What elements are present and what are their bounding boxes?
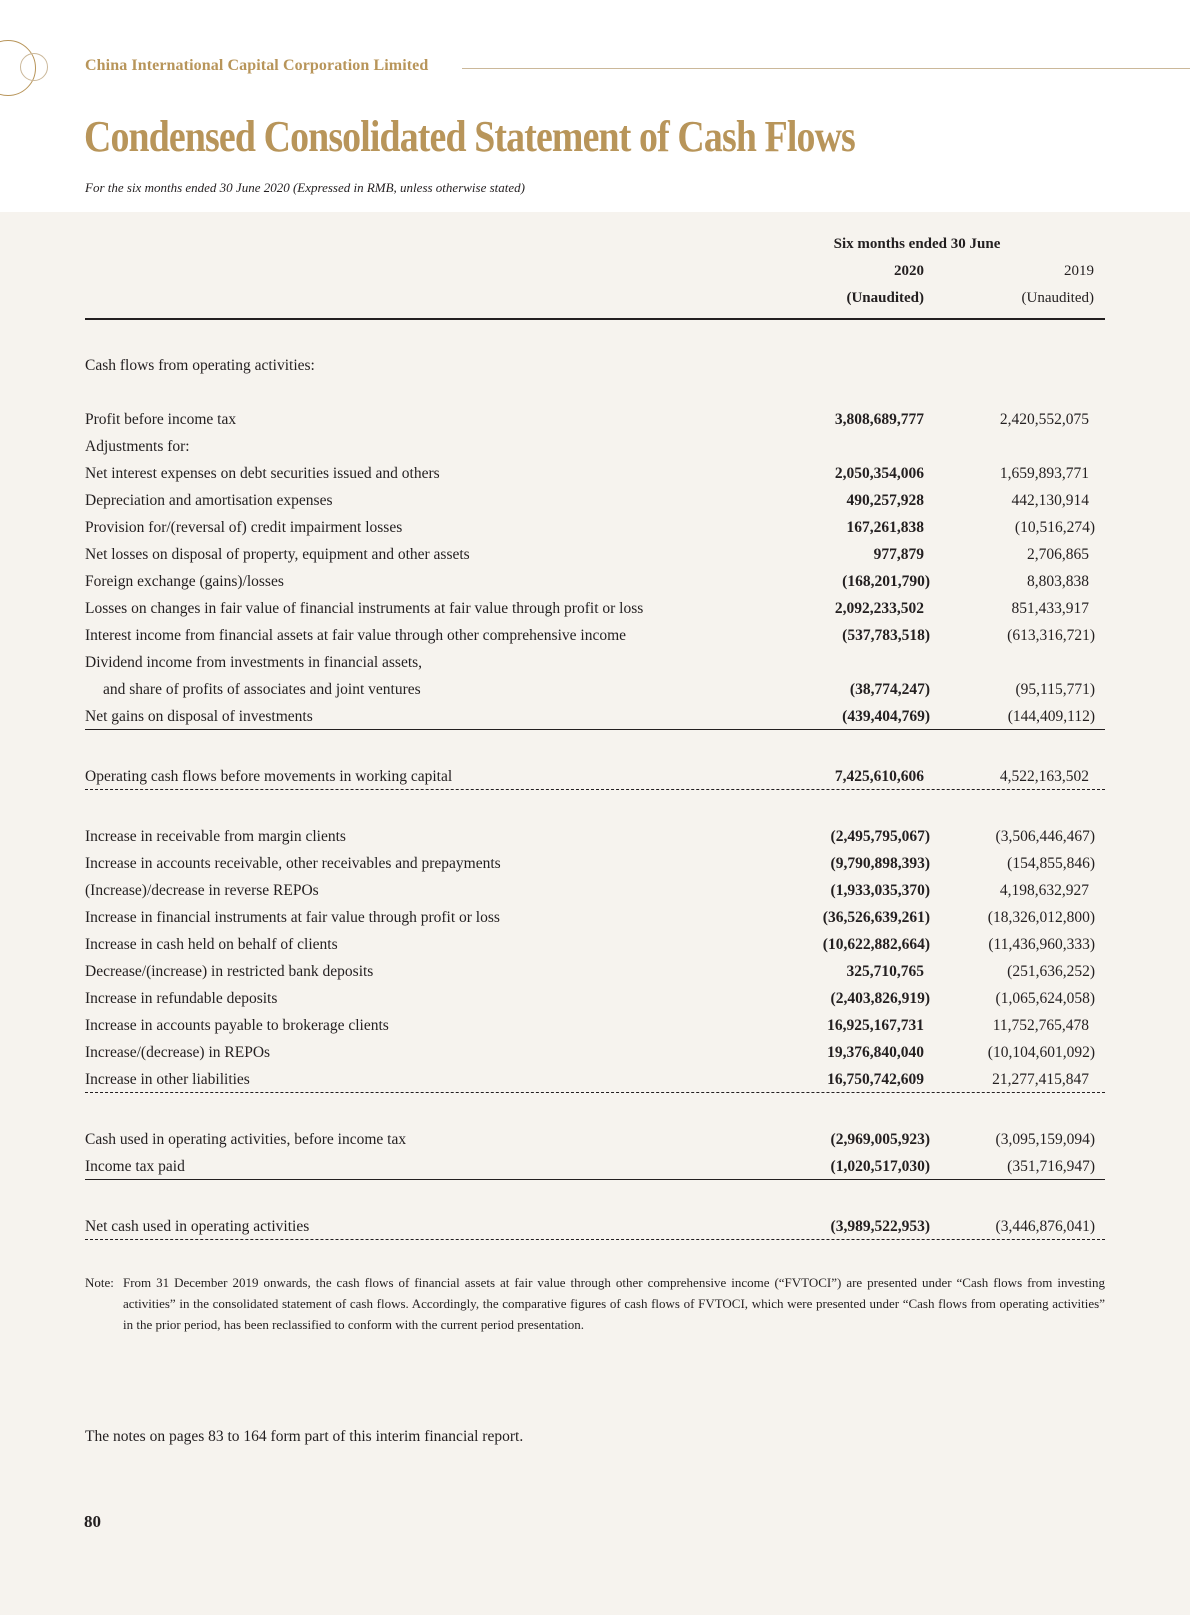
row-label: Increase/(decrease) in REPOs bbox=[85, 1044, 271, 1061]
table-row bbox=[85, 595, 1105, 622]
value-2019: (3,506,446,467) bbox=[995, 828, 1095, 845]
value-2019: (18,326,012,800) bbox=[987, 909, 1095, 926]
value-2020: 3,808,689,777 bbox=[834, 411, 924, 428]
table-row bbox=[85, 877, 1105, 904]
value-2019: (3,446,876,041) bbox=[995, 1218, 1095, 1235]
row-label: Decrease/(increase) in restricted bank deposits bbox=[85, 963, 374, 980]
header-divider bbox=[462, 68, 1190, 69]
value-2019: (10,516,274) bbox=[1014, 519, 1095, 536]
column-status-2019: (Unaudited) bbox=[1021, 290, 1094, 306]
table-row bbox=[85, 622, 1105, 649]
subtotal-row bbox=[85, 1126, 1105, 1153]
row-label: Losses on changes in fair value of financial instruments at fair value through profit or loss bbox=[85, 600, 644, 617]
value-2020: (38,774,247) bbox=[849, 681, 930, 698]
column-year-2019: 2019 bbox=[1064, 263, 1094, 279]
total-row bbox=[85, 1213, 1105, 1240]
value-2020: (1,020,517,030) bbox=[830, 1158, 930, 1175]
value-2020: 490,257,928 bbox=[846, 492, 924, 509]
value-2019: (154,855,846) bbox=[1007, 855, 1095, 872]
table-row bbox=[85, 676, 1105, 703]
company-name: China International Capital Corporation Limited bbox=[85, 57, 429, 74]
row-label: Increase in refundable deposits bbox=[85, 990, 278, 1007]
notes-reference: The notes on pages 83 to 164 form part of this interim financial report. bbox=[85, 1428, 524, 1445]
value-2019: (1,065,624,058) bbox=[995, 990, 1095, 1007]
value-2020: 19,376,840,040 bbox=[827, 1044, 924, 1061]
column-status-2020: (Unaudited) bbox=[846, 290, 924, 306]
value-2020: 16,750,742,609 bbox=[827, 1071, 924, 1088]
row-label: Net losses on disposal of property, equipment and other assets bbox=[85, 546, 470, 563]
row-label: Adjustments for: bbox=[85, 438, 190, 455]
row-label: Increase in receivable from margin clients bbox=[85, 828, 346, 845]
table-row bbox=[85, 850, 1105, 877]
value-2019: 2,420,552,075 bbox=[999, 411, 1089, 428]
row-label: Dividend income from investments in financial assets, bbox=[85, 654, 423, 671]
value-2019: (144,409,112) bbox=[1007, 708, 1095, 725]
table-row bbox=[85, 406, 1105, 433]
value-2019: (11,436,960,333) bbox=[988, 936, 1095, 953]
page-header bbox=[0, 0, 1190, 212]
value-2020: 2,050,354,006 bbox=[834, 465, 924, 482]
row-label: Profit before income tax bbox=[85, 411, 237, 428]
page-number: 80 bbox=[84, 1512, 101, 1531]
row-label: Cash used in operating activities, before income tax bbox=[85, 1131, 407, 1148]
row-label: and share of profits of associates and joint ventures bbox=[103, 681, 421, 698]
value-2019: 4,522,163,502 bbox=[999, 768, 1089, 785]
header-rule bbox=[85, 318, 1105, 320]
value-2020: 7,425,610,606 bbox=[834, 768, 924, 785]
table-row bbox=[85, 1153, 1105, 1180]
row-label: Depreciation and amortisation expenses bbox=[85, 492, 333, 509]
table-row bbox=[85, 703, 1105, 730]
value-2019: (95,115,771) bbox=[1015, 681, 1095, 698]
row-label: Cash flows from operating activities: bbox=[85, 357, 315, 374]
row-label: Increase in accounts receivable, other receivables and prepayments bbox=[85, 855, 501, 872]
row-label: Operating cash flows before movements in working capital bbox=[85, 768, 453, 785]
table-row bbox=[85, 649, 1105, 676]
table-row bbox=[85, 904, 1105, 931]
row-label: Increase in financial instruments at fair value through profit or loss bbox=[85, 909, 500, 926]
note-text: From 31 December 2019 onwards, the cash flows of financial assets at fair value through other comprehensive income (“FVTOCI”) are presented under “Cash flows from investing activities” in the consolidated statement of cash flows. Accordingly, the comparative figures of cash flows of FVTOCI, which were presented under “Cash flows from operating activities” in the prior period, has been reclassified to conform with the current period presentation. bbox=[123, 1275, 1105, 1332]
value-2019: (3,095,159,094) bbox=[995, 1131, 1095, 1148]
value-2020: (1,933,035,370) bbox=[830, 882, 930, 899]
row-label: Net interest expenses on debt securities issued and others bbox=[85, 465, 440, 482]
value-2020: (439,404,769) bbox=[842, 708, 930, 725]
company-logo-ring-icon bbox=[20, 53, 48, 81]
table-row bbox=[85, 1039, 1105, 1066]
value-2019: 21,277,415,847 bbox=[992, 1071, 1089, 1088]
row-label: Interest income from financial assets at fair value through other comprehensive income bbox=[85, 627, 627, 644]
row-label: Increase in cash held on behalf of clients bbox=[85, 936, 338, 953]
row-label: Net gains on disposal of investments bbox=[85, 708, 313, 725]
value-2020: (537,783,518) bbox=[842, 627, 930, 644]
section-heading-row bbox=[85, 352, 1105, 379]
value-2019: (251,636,252) bbox=[1007, 963, 1095, 980]
row-label: Net cash used in operating activities bbox=[85, 1218, 310, 1235]
table-row bbox=[85, 487, 1105, 514]
table-row bbox=[85, 460, 1105, 487]
column-period-heading: Six months ended 30 June bbox=[833, 236, 1001, 252]
value-2019: (351,716,947) bbox=[1007, 1158, 1095, 1175]
note-block bbox=[85, 1272, 1105, 1335]
table-row bbox=[85, 985, 1105, 1012]
row-label: Increase in other liabilities bbox=[85, 1071, 250, 1088]
value-2019: 8,803,838 bbox=[1027, 573, 1089, 590]
value-2019: 442,130,914 bbox=[1011, 492, 1089, 509]
value-2020: (3,989,522,953) bbox=[830, 1218, 930, 1235]
value-2019: 2,706,865 bbox=[1027, 546, 1089, 563]
table-row bbox=[85, 514, 1105, 541]
table-row bbox=[85, 568, 1105, 595]
note-tag: Note: bbox=[85, 1275, 114, 1290]
value-2020: (2,495,795,067) bbox=[830, 828, 930, 845]
value-2019: (613,316,721) bbox=[1007, 627, 1095, 644]
value-2019: 851,433,917 bbox=[1011, 600, 1089, 617]
value-2020: 977,879 bbox=[873, 546, 924, 563]
value-2020: (36,526,639,261) bbox=[822, 909, 930, 926]
value-2020: 2,092,233,502 bbox=[834, 600, 924, 617]
value-2019: 4,198,632,927 bbox=[999, 882, 1089, 899]
column-year-2020: 2020 bbox=[894, 263, 924, 279]
row-label: (Increase)/decrease in reverse REPOs bbox=[85, 882, 319, 899]
value-2020: (9,790,898,393) bbox=[830, 855, 930, 872]
table-row bbox=[85, 1012, 1105, 1039]
table-row bbox=[85, 931, 1105, 958]
value-2020: (2,969,005,923) bbox=[830, 1131, 930, 1148]
row-label: Provision for/(reversal of) credit impairment losses bbox=[85, 519, 403, 536]
value-2020: 325,710,765 bbox=[846, 963, 924, 980]
table-row bbox=[85, 958, 1105, 985]
value-2019: (10,104,601,092) bbox=[987, 1044, 1095, 1061]
row-label: Income tax paid bbox=[85, 1158, 185, 1175]
table-row bbox=[85, 433, 1105, 460]
page-title: Condensed Consolidated Statement of Cash Flows bbox=[84, 112, 855, 161]
table-row bbox=[85, 1066, 1105, 1093]
value-2020: (168,201,790) bbox=[842, 573, 930, 590]
page-subtitle: For the six months ended 30 June 2020 (Expressed in RMB, unless otherwise stated) bbox=[85, 180, 525, 195]
value-2019: 1,659,893,771 bbox=[999, 465, 1089, 482]
value-2020: 16,925,167,731 bbox=[827, 1017, 924, 1034]
value-2020: 167,261,838 bbox=[846, 519, 924, 536]
row-label: Foreign exchange (gains)/losses bbox=[85, 573, 284, 590]
value-2020: (2,403,826,919) bbox=[830, 990, 930, 1007]
row-label: Increase in accounts payable to brokerage clients bbox=[85, 1017, 389, 1034]
subtotal-row bbox=[85, 763, 1105, 790]
table-row bbox=[85, 823, 1105, 850]
value-2019: 11,752,765,478 bbox=[992, 1017, 1089, 1034]
table-row bbox=[85, 541, 1105, 568]
value-2020: (10,622,882,664) bbox=[822, 936, 930, 953]
